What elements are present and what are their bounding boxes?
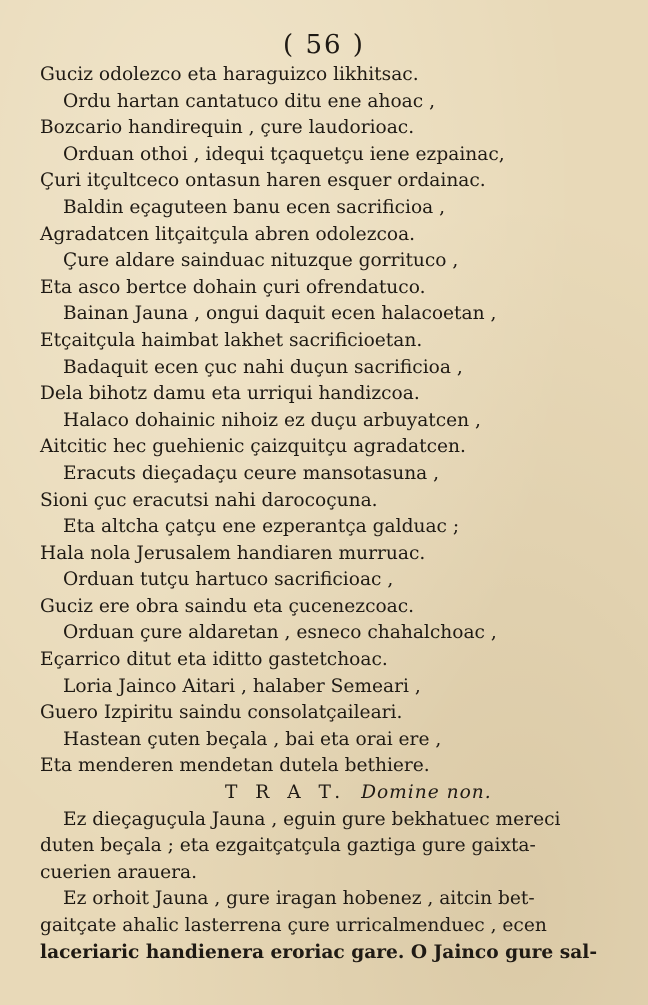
- verse-line: Agradatcen litçaitçula abren odolezcoa.: [40, 223, 416, 245]
- heading-label: T R A T.: [225, 782, 347, 804]
- verse-line: Eracuts dieçadaçu ceure mansotasuna ,: [63, 462, 440, 484]
- verse-line: Eta menderen mendetan dutela bethiere.: [40, 755, 430, 777]
- verse-line: Hala nola Jerusalem handiaren murruac.: [40, 542, 426, 564]
- verse-line: Orduan tutçu hartuco sacrificioac ,: [63, 569, 394, 591]
- verse-line: Eta asco bertce dohain çuri ofrendatuco.: [40, 276, 426, 298]
- prose-line: cuerien arauera.: [40, 861, 198, 883]
- verse-line: Çure aldare sainduac nituzque gorrituco ,: [63, 250, 459, 272]
- verse-line: Etçaitçula haimbat lakhet sacrificioetan.: [40, 329, 423, 351]
- verse-line: Guciz odolezco eta haraguizco likhitsac.: [40, 64, 419, 85]
- verse-line: Orduan othoi , idequi tçaquetçu iene ezpainac,: [63, 143, 505, 165]
- verse-line: Baldin eçaguteen banu ecen sacrificioa ,: [63, 196, 446, 218]
- verse-line: Eta altcha çatçu ene ezperantça galduac ;: [63, 516, 460, 538]
- verse-line: Hastean çuten beçala , bai eta orai ere ,: [63, 728, 442, 750]
- verse-line: Çuri itçultceco ontasun haren esquer ordainac.: [40, 170, 486, 192]
- verse-line: Orduan çure aldaretan , esneco chahalchoac ,: [63, 622, 497, 644]
- verse-line: Eçarrico ditut eta iditto gastetchoac.: [40, 649, 388, 671]
- prose-line: gaitçate ahalic lasterrena çure urricalmenduec , ecen: [40, 915, 547, 936]
- prose-line: Ez orhoit Jauna , gure iragan hobenez , aitcin bet-: [63, 888, 535, 910]
- prose-line: duten beçala ; eta ezgaitçatçula gaztiga gure gaixta-: [40, 835, 536, 857]
- prose-line: laceriaric handienera eroriac gare. O Jainco gure sal-: [40, 941, 598, 963]
- verse-line: Dela bihotz damu eta urriqui handizcoa.: [40, 383, 420, 405]
- verse-line: Badaquit ecen çuc nahi duçun sacrificioa ,: [63, 356, 463, 378]
- text-block: [0, 62, 648, 966]
- verse-line: Loria Jainco Aitari , halaber Semeari ,: [63, 675, 421, 697]
- section-heading: [0, 780, 648, 807]
- verse-line: Sioni çuc eracutsi nahi darocoçuna.: [40, 489, 378, 511]
- verse-line: Ordu hartan cantatuco ditu ene ahoac ,: [63, 90, 435, 112]
- prose-line: Ez dieçaguçula Jauna , eguin gure bekhatuec mereci: [63, 808, 561, 830]
- verse-line: Aitcitic hec guehienic çaizquitçu agradatcen.: [40, 436, 466, 458]
- page-number: ( 56 ): [283, 30, 365, 60]
- verse-line: Bozcario handirequin , çure laudorioac.: [40, 117, 415, 139]
- verse-line: Bainan Jauna , ongui daquit ecen halacoetan ,: [63, 303, 497, 325]
- verse-line: Guciz ere obra saindu eta çucenezcoac.: [40, 595, 415, 617]
- verse-line: Guero Izpiritu saindu consolatçaileari.: [40, 702, 403, 724]
- heading-title: Domine non.: [361, 782, 492, 804]
- verse-line: Halaco dohainic nihoiz ez duçu arbuyatcen ,: [63, 409, 481, 431]
